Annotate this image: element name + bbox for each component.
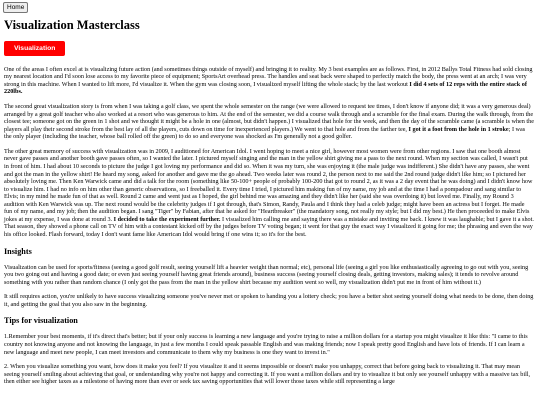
- intro-paragraph-1: [4, 66, 534, 96]
- intro-p2-text: The second great visualization story is from when I was taking a golf class, we spent the whole semester on the range (we were allowed to request tee times, I don't know if anyone did; it was a very generous deal) arranged by a great golf teacher who also worked at a resort who was generous to him. At the end of the semester, we did a course walk through and a scramble for the final exam. During the walk through, from the closest tee; someone got on the green in 1 shot and we thought it might be a hole in one (almost, but didn't happen.) I visualized that hole for the week, and then the day of the scramble came (a scramble is when the players all play their second stroke from the best lay of all the players, cuts down on time for inexperienced players.) We went to that hole and from the farther tee,: [4, 103, 534, 133]
- intro-p1-highlight: I did 4 sets of 12 reps with the entire stack of 220lbs.: [4, 80, 527, 96]
- visualization-button[interactable]: Visualization: [4, 41, 65, 56]
- insights-heading: Insights: [4, 246, 32, 256]
- intro-p3-tail: I visualized him calling me and saying there was a mistake and inviting me back. I knew it was laughable; but I gave it a shot. That season, they showed a phone call on TV of him with a contestant kicked off by the judges before TV voting began; it went for that guy the exact way I visualized it going for me; the phrasing and even the way his office looked. Flash forward, today I don't want fame like American Idol would bring if one wins it; so it's for the best.: [4, 215, 534, 238]
- insights-paragraph-1: Visualization can be used for sports/fitness (seeing a good golf result, seeing yourself lift a heavier weight than normal; etc), personal life (seeing a girl you like enthusiastically agreeing to go out with you, seeing you two going out and having a good date; or even just seeing yourself having great friends around), business success (seeing yourself closing deals, getting investors, making sales); it tends to revolve around something with you rather than random chance (I only got the pass from the man in the yellow shirt because my audition went so well, my visualization didn't put me in front of him without it.): [4, 263, 529, 286]
- insights-paragraph-2: It still requires action, you're unlikely to have success visualizing someone you've never met or spoken to handing you a lottery check; you have a better shot seeing yourself doing what needs to be done, then doing it, and getting the goal that you also saw in the beginning.: [4, 293, 534, 308]
- tips-paragraph-2: 2. When you visualize something you want, how does it make you feel? If you visualize it and it seems impossible or doesn't make you unhappy, correct that before going back to visualizing it. That may mean seeing yourself smiling about achieving that goal, or understanding why you're not happy and correcting it. If you want a million dollars and try to visualize it but only see yourself unhappy with a massive tax bill, then either see higher taxes as a milestone of having more than ever or seek tax saving opportunities that will lower those taxes while still representing a large: [4, 363, 531, 386]
- tips-paragraph-1: 1.Remember your best moments, if it's direct that's better; but if your only success is learning a new language and you're trying to raise a million dollars for a startup you might visualize it like this: "I came to this country not knowing anyone and not knowing the language, in just a few months I could speak passable English and was making friends; now I speak pretty good English and have lots of friends. If I can learn a new language and meet new people, I can meet investors and communicate to them why my business is one they want to invest in.": [4, 333, 528, 356]
- intro-p1-text: One of the areas I often excel at is visualizing future action (and sometimes things outside of myself) and bringing it to reality. My 3 best examples are as follows. First, in 2012 Ballys Total Fitness had sold closing my nearest location and I'd soon lose access to my favorite piece of equipment; SportsArt overhead press. The handles and seat back were shaped to perfectly match the body, the press went at an arch; I was very strong in this machine. When I wanted to lift more, I'd visualize it. When the gym was closing soon, I visualized myself lifting the whole stack; by the last workout: [4, 65, 533, 88]
- intro-p3-highlight: I decided to take the experiment further.: [113, 215, 221, 223]
- intro-paragraph-2: [4, 103, 534, 141]
- intro-p2-highlight: I got it a foot from the hole in 1 stroke: [408, 125, 509, 133]
- tips-heading: Tips for visualization: [4, 316, 78, 326]
- intro-p2-tail: ; I was the only player (including the teacher, whose ball rolled off the green) to do so and everyone was shocked as I'm generally not a good golfer.: [4, 125, 526, 141]
- page-title: Visualization Masterclass: [4, 18, 140, 32]
- home-button[interactable]: Home: [3, 2, 28, 13]
- article: [4, 14, 534, 393]
- intro-p3-text: The other great memory of success with visualization was in 2009, I auditioned for American Idol. I went hoping to meet a nice girl, however most women were from other regions. I saw that one booth almost never gave passes and another booth gave passes often, so I wanted the later. I pictured myself singing and the man in the yellow shirt giving me a pass to the next round. When my section was called, I wasn't put in front of him. I had about 10 seconds to picture the judge I got loving my performance and did so. When it was my turn, she was enjoying it (the male judge was indifferent.) She didn't have any passes, she went and got the man in the yellow shirt! He heard my song, asked for another and gave me the go ahead. Two weeks later was round 2, the person next to me said the 2nd round judge didn't like him; so I pictured her absolutely loving me. Then Ken Warwick came and did a talk for the room (something like 50-100+ people of probably 100-200 that got to round 2, as it was a 2 day event that he was doing) and I didn't know how to visualize him. I had no info on him other than generic observations, so I freeballed it. Every time I tried, I pictured him making fun of my name, my job and at the time I had a pompadour and sang similar to Elvis; in my mind he made fun of that as well. Round 2 came and went just as I hoped, the girl behind me was amazing and they didn't like her (said she was overdoing it) but loved me. Finally, my Round 3 audition with Ken Warwick was up. The next round would be the celebrity judges if I got through, that's Simon, Randy, Paula and I think they had a celeb judge; might have been an actress but I forget. He made fun of my name, and my job; then the audition began. I sang "Tiger" by Fabian, after that he asked for "Heartbreaker" (the mandatory song, not really my style; but I did my best.) He then proceeded to make Elvis jokes at my expense, I was done at round 3.: [4, 147, 533, 223]
- intro-paragraph-3: [4, 148, 534, 239]
